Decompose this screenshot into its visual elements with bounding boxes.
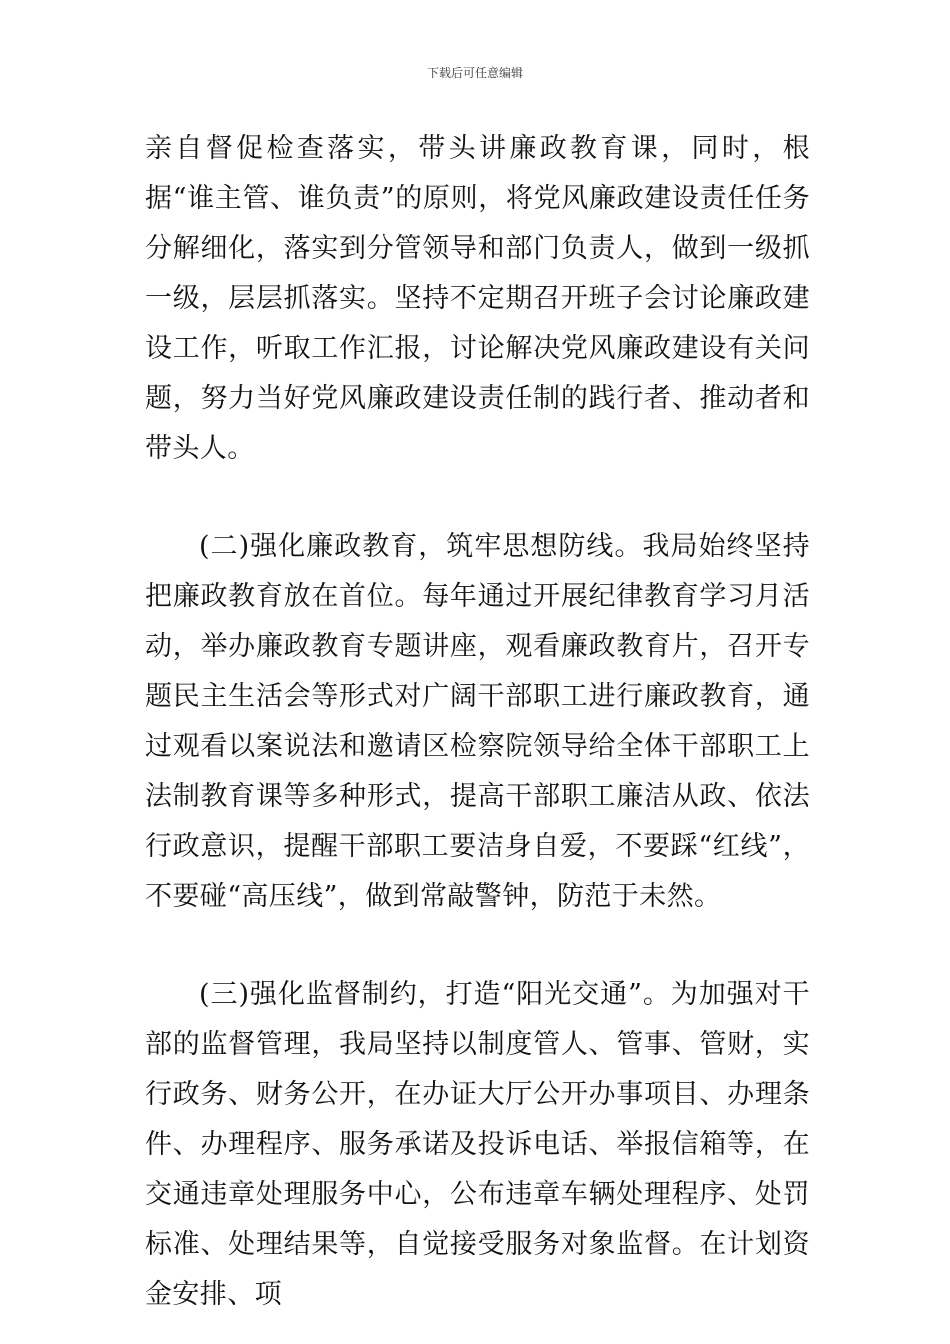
paragraph-gap [145, 474, 810, 522]
document-body [145, 124, 810, 1320]
paragraph-gap [145, 922, 810, 970]
paragraph-continuation: 亲自督促检查落实，带头讲廉政教育课，同时，根据“谁主管、谁负责”的原则，将党风廉政建设责任任务分解细化，落实到分管领导和部门负责人，做到一级抓一级，层层抓落实。坚持不定期召开班子会讨论廉政建设工作，听取工作汇报，讨论解决党风廉政建设有关问题，努力当好党风廉政建设责任制的践行者、推动者和带头人。 [145, 133, 810, 464]
page-header: 下载后可任意编辑 [426, 66, 523, 80]
paragraph-section-3: (三)强化监督制约，打造“阳光交通”。为加强对干部的监督管理，我局坚持以制度管人、管事、管财，实行政务、财务公开，在办证大厅公开办事项目、办理条件、办理程序、服务承诺及投诉电话、举报信箱等，在交通违章处理服务中心，公布违章车辆处理程序、处罚标准、处理结果等，自觉接受服务对象监督。在计划资金安排、项 [145, 979, 810, 1310]
paragraph-section-2: (二)强化廉政教育，筑牢思想防线。我局始终坚持把廉政教育放在首位。每年通过开展纪律教育学习月活动，举办廉政教育专题讲座，观看廉政教育片，召开专题民主生活会等形式对广阔干部职工进行廉政教育，通过观看以案说法和邀请区检察院领导给全体干部职工上法制教育课等多种形式，提高干部职工廉洁从政、依法行政意识，提醒干部职工要洁身自爱，不要踩“红线”，不要碰“高压线”，做到常敲警钟，防范于未然。 [145, 531, 810, 912]
